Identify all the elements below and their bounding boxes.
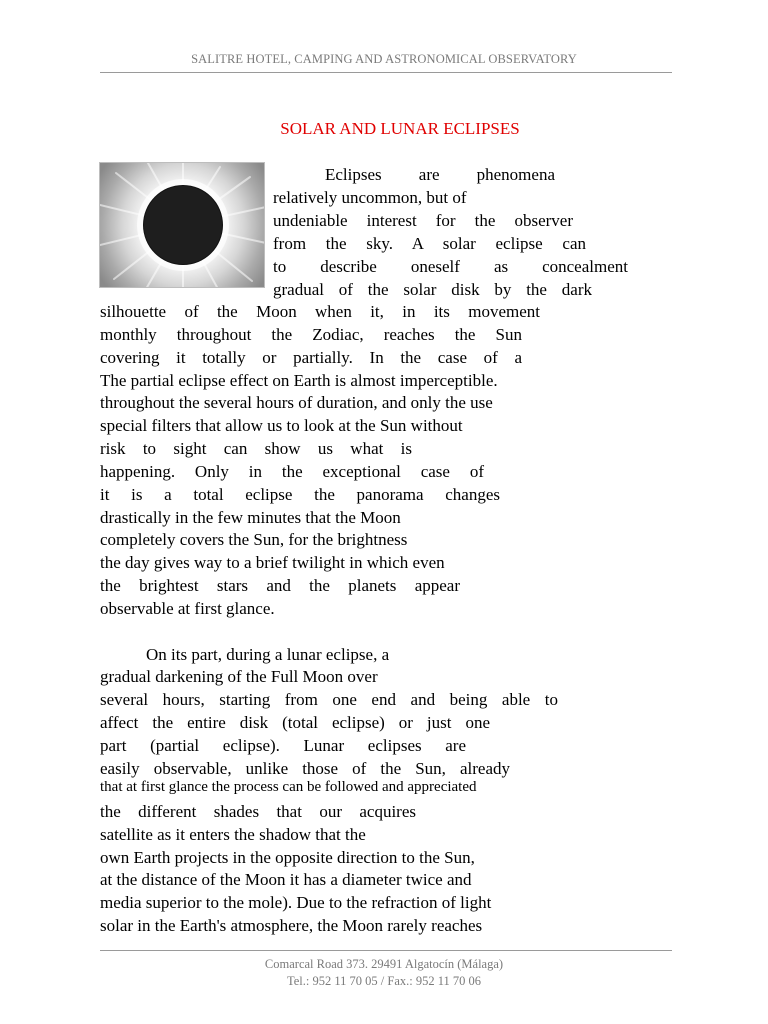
- text-line: risk to sight can show us what is: [100, 439, 412, 458]
- text-line: silhouette of the Moon when it, in its movement: [100, 302, 540, 321]
- text-line: covering it totally or partially. In the case of a: [100, 348, 522, 367]
- text-line: solar in the Earth's atmosphere, the Moon rarely reaches: [100, 916, 483, 935]
- text-line: satellite as it enters the shadow that the: [100, 825, 366, 844]
- text-line: from the sky. A solar eclipse can: [273, 234, 586, 253]
- text-line: special filters that allow us to look at the Sun without: [100, 416, 463, 435]
- solar-eclipse-image: [99, 162, 265, 288]
- text-line: relatively uncommon, but of: [273, 188, 467, 207]
- text-line: completely covers the Sun, for the brightness: [100, 530, 408, 549]
- text-line: own Earth projects in the opposite direction to the Sun,: [100, 848, 475, 867]
- text-line: the brightest stars and the planets appear: [100, 576, 460, 595]
- text-line: easily observable, unlike those of the Sun, already: [100, 759, 510, 778]
- text-line: media superior to the mole). Due to the refraction of light: [100, 893, 492, 912]
- text-line: affect the entire disk (total eclipse) or just one: [100, 713, 490, 732]
- text-line: throughout the several hours of duration, and only the use: [100, 393, 493, 412]
- text-line: the different shades that our acquires: [100, 802, 416, 821]
- text-line: at the distance of the Moon it has a diameter twice and: [100, 870, 472, 889]
- text-line: that at first glance the process can be followed and appreciated: [100, 779, 477, 795]
- text-line: observable at first glance.: [100, 599, 275, 618]
- text-line: to describe oneself as concealment: [273, 257, 628, 276]
- text-line: monthly throughout the Zodiac, reaches the Sun: [100, 325, 522, 344]
- page-header: SALITRE HOTEL, CAMPING AND ASTRONOMICAL OBSERVATORY: [191, 52, 577, 66]
- header-divider: [100, 72, 672, 73]
- text-line: gradual darkening of the Full Moon over: [100, 667, 378, 686]
- text-line: happening. Only in the exceptional case of: [100, 462, 484, 481]
- article-title: SOLAR AND LUNAR ECLIPSES: [280, 119, 520, 138]
- text-line: On its part, during a lunar eclipse, a: [146, 645, 390, 664]
- text-line: undeniable interest for the observer: [273, 211, 573, 230]
- text-line: the day gives way to a brief twilight in which even: [100, 553, 445, 572]
- text-line: it is a total eclipse the panorama changes: [100, 485, 500, 504]
- text-line: several hours, starting from one end and being able to: [100, 690, 558, 709]
- footer-phone: Tel.: 952 11 70 05 / Fax.: 952 11 70 06: [286, 974, 482, 988]
- text-line: gradual of the solar disk by the dark: [273, 280, 592, 299]
- text-line: drastically in the few minutes that the Moon: [100, 508, 401, 527]
- text-line: part (partial eclipse). Lunar eclipses are: [100, 736, 466, 755]
- footer-address: Comarcal Road 373. 29491 Algatocín (Málaga): [264, 957, 504, 971]
- footer-divider: [100, 950, 672, 951]
- text-line: Eclipses are phenomena: [325, 165, 555, 184]
- text-line: The partial eclipse effect on Earth is almost imperceptible.: [100, 371, 498, 390]
